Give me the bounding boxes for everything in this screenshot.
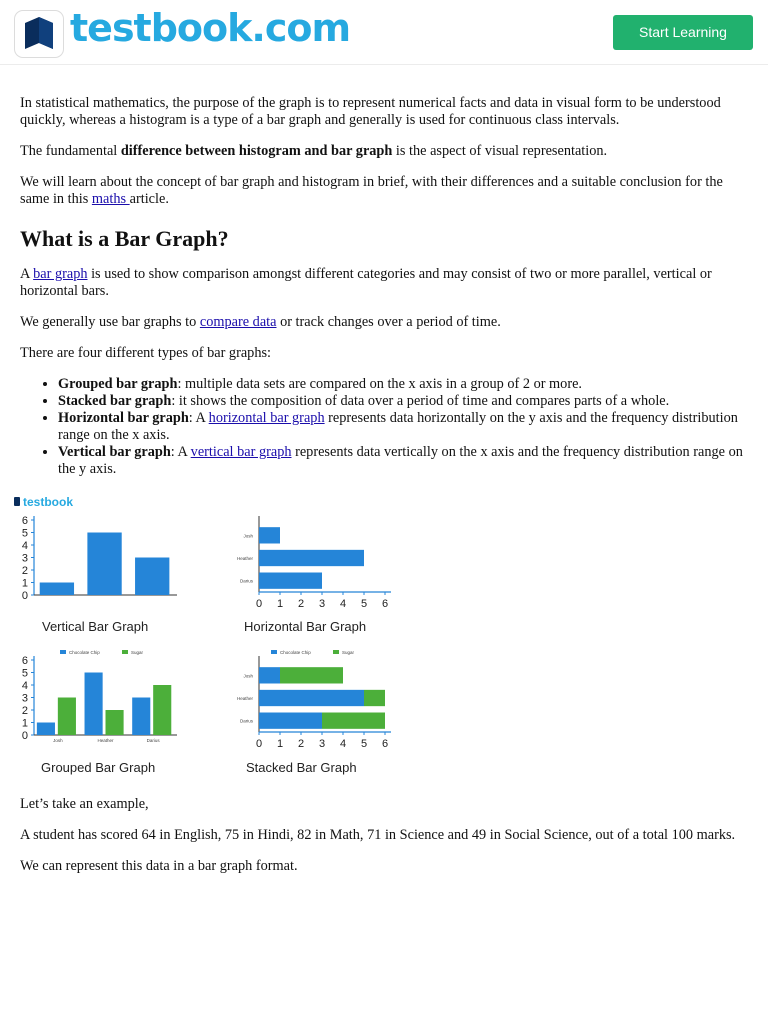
x-tick-label: 3 bbox=[318, 598, 326, 610]
y-tick-label: Josh bbox=[243, 533, 253, 539]
bar bbox=[259, 573, 322, 589]
y-tick-label: 0 bbox=[21, 730, 28, 742]
y-tick-label: 1 bbox=[21, 717, 28, 730]
bar bbox=[40, 583, 74, 596]
text: We generally use bar graphs to bbox=[20, 314, 200, 330]
y-tick-label: 1 bbox=[21, 577, 28, 590]
start-learning-button[interactable]: Start Learning bbox=[613, 15, 753, 50]
bar-graph-link[interactable]: bar graph bbox=[33, 266, 88, 282]
maths-link[interactable]: maths bbox=[91, 191, 130, 207]
x-tick-label: 6 bbox=[381, 598, 389, 610]
text: represents data horizontally on the y axis and the frequency distribution range on the x axis. bbox=[58, 410, 738, 443]
y-tick-label: 6 bbox=[21, 655, 28, 667]
bar bbox=[153, 685, 171, 735]
x-tick-label: 0 bbox=[255, 598, 263, 610]
bar-segment bbox=[259, 667, 280, 683]
x-tick-label: 1 bbox=[276, 738, 284, 750]
text: is used to show comparison amongst different categories and may consist of two or more parallel, vertical or horizontal bars. bbox=[20, 266, 712, 299]
grouped-bar-chart-title: Grouped Bar Graph bbox=[41, 760, 156, 775]
figure-logo bbox=[14, 494, 73, 511]
list-item-stacked bbox=[58, 393, 752, 410]
text: A bbox=[20, 266, 34, 282]
y-tick-label: 4 bbox=[21, 540, 28, 552]
bold-term: Grouped bar graph bbox=[58, 376, 178, 392]
legend-label: Chocolate Chip bbox=[69, 650, 100, 655]
y-tick-label: 3 bbox=[21, 552, 28, 565]
x-tick-label: 4 bbox=[339, 738, 347, 750]
bar-segment bbox=[259, 690, 364, 706]
text: article. bbox=[129, 191, 169, 207]
bar-graph-types-figure bbox=[12, 492, 389, 782]
horizontal-bar-chart bbox=[217, 510, 407, 610]
stacked-bar-chart bbox=[217, 650, 407, 750]
y-tick-label: Darius bbox=[239, 718, 253, 724]
x-tick-label: 2 bbox=[297, 738, 305, 750]
text: : A bbox=[188, 410, 209, 426]
x-tick-label: Josh bbox=[53, 738, 63, 743]
bar bbox=[259, 527, 280, 543]
bold-term: Horizontal bar graph bbox=[58, 410, 189, 426]
y-tick-label: Josh bbox=[243, 673, 253, 679]
chart-svg bbox=[217, 650, 407, 750]
bar-segment bbox=[280, 667, 343, 683]
x-tick-label: Heather bbox=[97, 738, 114, 743]
horizontal-bar-chart-title: Horizontal Bar Graph bbox=[244, 619, 367, 634]
chart-svg bbox=[217, 510, 407, 610]
text: or track changes over a period of time. bbox=[276, 314, 501, 330]
bold-term: Stacked bar graph bbox=[58, 393, 172, 409]
article-content bbox=[20, 95, 752, 889]
x-tick-label: 1 bbox=[276, 598, 284, 610]
legend-swatch bbox=[122, 650, 128, 654]
x-tick-label: 3 bbox=[318, 738, 326, 750]
section-paragraph-1 bbox=[20, 266, 752, 300]
bold-phrase: difference between histogram and bar graph bbox=[120, 143, 393, 159]
y-tick-label: 0 bbox=[21, 590, 28, 602]
bar bbox=[106, 710, 124, 735]
x-tick-label: 0 bbox=[255, 738, 263, 750]
bar bbox=[58, 698, 76, 736]
y-tick-label: Heather bbox=[236, 556, 253, 561]
x-tick-label: Darius bbox=[146, 738, 160, 743]
logo-mark-icon bbox=[14, 497, 20, 506]
legend-swatch bbox=[271, 650, 277, 654]
figure-logo-text: testbook bbox=[23, 495, 74, 509]
section-paragraph-2 bbox=[20, 314, 752, 331]
text: is the aspect of visual representation. bbox=[392, 143, 608, 159]
testbook-logo-icon[interactable] bbox=[14, 10, 64, 58]
y-tick-label: 5 bbox=[21, 527, 28, 540]
bar-segment bbox=[364, 690, 385, 706]
bold-term: Vertical bar graph bbox=[58, 444, 171, 460]
section-heading: What is a Bar Graph? bbox=[20, 226, 229, 251]
chart-svg bbox=[12, 650, 187, 750]
bar-graph-types-list bbox=[20, 376, 752, 478]
site-logo-text[interactable]: testbook.com bbox=[70, 6, 351, 50]
legend-label: Sugar bbox=[342, 650, 355, 655]
list-item-horizontal bbox=[58, 410, 752, 444]
y-tick-label: Darius bbox=[239, 578, 253, 584]
legend-label: Chocolate Chip bbox=[280, 650, 311, 655]
bar bbox=[85, 673, 103, 736]
text: : it shows the composition of data over a period of time and compares parts of a whole. bbox=[171, 393, 670, 409]
x-tick-label: 6 bbox=[381, 738, 389, 750]
legend-swatch bbox=[333, 650, 339, 654]
y-tick-label: 2 bbox=[21, 705, 28, 717]
bar bbox=[37, 723, 55, 736]
text: represents data vertically on the x axis and the frequency distribution range on the y axis. bbox=[58, 444, 743, 477]
text: : A bbox=[170, 444, 191, 460]
example-paragraph-1: Let’s take an example, bbox=[20, 796, 149, 812]
example-paragraph-3: We can represent this data in a bar graph format. bbox=[20, 858, 298, 874]
text: We will learn about the concept of bar graph and histogram in brief, with their differences and a suitable conclusion for the same in this bbox=[20, 174, 723, 207]
legend-swatch bbox=[60, 650, 66, 654]
x-tick-label: 5 bbox=[360, 738, 368, 750]
list-item-vertical bbox=[58, 444, 752, 478]
text: : multiple data sets are compared on the x axis in a group of 2 or more. bbox=[177, 376, 583, 392]
chart-svg bbox=[12, 510, 187, 610]
x-tick-label: 4 bbox=[339, 598, 347, 610]
list-item-grouped bbox=[58, 376, 752, 393]
grouped-bar-chart bbox=[12, 650, 187, 750]
section-paragraph-3: There are four different types of bar graphs: bbox=[20, 345, 272, 361]
y-tick-label: 3 bbox=[21, 692, 28, 705]
y-tick-label: 5 bbox=[21, 667, 28, 680]
x-tick-label: 5 bbox=[360, 598, 368, 610]
example-paragraph-2: A student has scored 64 in English, 75 in Hindi, 82 in Math, 71 in Science and 49 in Social Science, out of a total 100 marks. bbox=[20, 827, 736, 843]
bar-segment bbox=[322, 713, 385, 729]
x-tick-label: 2 bbox=[297, 598, 305, 610]
text: The fundamental bbox=[20, 143, 121, 159]
intro-paragraph-1: In statistical mathematics, the purpose of the graph is to represent numerical facts and data in visual form to be understood quickly, whereas a histogram is a type of a bar graph and generally is used for continuous class intervals. bbox=[20, 95, 721, 128]
bar-segment bbox=[259, 713, 322, 729]
bar bbox=[87, 533, 121, 596]
intro-paragraph-2 bbox=[20, 143, 752, 160]
compare-data-link[interactable]: compare data bbox=[199, 314, 277, 330]
bar bbox=[135, 558, 169, 596]
vertical-bar-chart-title: Vertical Bar Graph bbox=[42, 619, 149, 634]
vertical-bar-graph-link[interactable]: vertical bar graph bbox=[190, 444, 292, 460]
y-tick-label: 2 bbox=[21, 565, 28, 577]
intro-paragraph-3 bbox=[20, 174, 752, 208]
legend-label: Sugar bbox=[131, 650, 144, 655]
horizontal-bar-graph-link[interactable]: horizontal bar graph bbox=[208, 410, 325, 426]
y-tick-label: 4 bbox=[21, 680, 28, 692]
stacked-bar-chart-title: Stacked Bar Graph bbox=[246, 760, 357, 775]
vertical-bar-chart bbox=[12, 510, 187, 610]
y-tick-label: 6 bbox=[21, 515, 28, 527]
bar bbox=[132, 698, 150, 736]
y-tick-label: Heather bbox=[236, 696, 253, 701]
site-header bbox=[0, 0, 768, 65]
bar bbox=[259, 550, 364, 566]
